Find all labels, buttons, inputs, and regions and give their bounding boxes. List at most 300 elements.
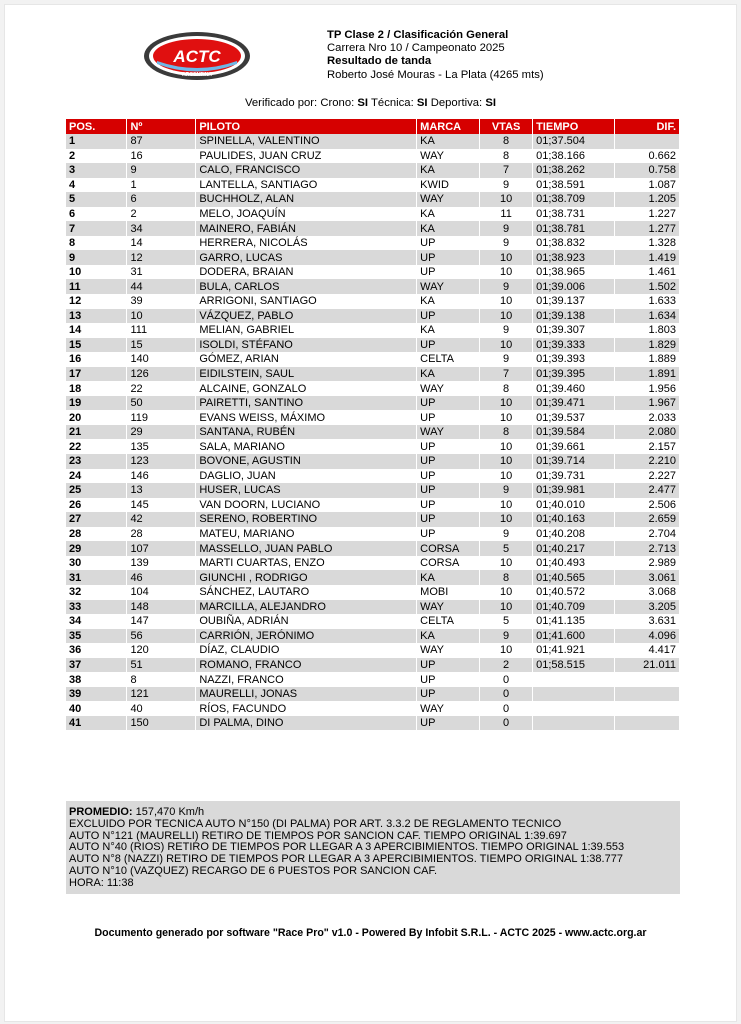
pos-cell: 14 — [66, 323, 127, 338]
diff-cell: 1.205 — [615, 192, 680, 207]
pos-cell: 41 — [66, 716, 127, 731]
table-row — [66, 250, 680, 265]
number-cell: 12 — [127, 250, 196, 265]
brand-cell: WAY — [417, 381, 480, 396]
laps-cell: 10 — [480, 643, 533, 658]
pos-cell: 34 — [66, 614, 127, 629]
laps-cell: 10 — [480, 396, 533, 411]
diff-cell: 0.662 — [615, 149, 680, 164]
time-cell: 01;38.591 — [533, 178, 615, 193]
pos-cell: 36 — [66, 643, 127, 658]
driver-cell: DÍAZ, CLAUDIO — [196, 643, 417, 658]
verification-line — [5, 97, 736, 109]
driver-cell: CARRIÓN, JERÓNIMO — [196, 629, 417, 644]
pos-cell: 32 — [66, 585, 127, 600]
diff-cell: 2.506 — [615, 498, 680, 513]
table-row — [66, 658, 680, 673]
laps-cell: 5 — [480, 614, 533, 629]
laps-cell: 7 — [480, 163, 533, 178]
col-diff: DIF. — [615, 119, 680, 134]
table-row — [66, 323, 680, 338]
driver-cell: VÁZQUEZ, PABLO — [196, 309, 417, 324]
results-table — [66, 119, 680, 730]
diff-cell: 2.227 — [615, 469, 680, 484]
laps-cell: 8 — [480, 149, 533, 164]
table-row — [66, 279, 680, 294]
time-cell: 01;39.460 — [533, 381, 615, 396]
diff-cell — [615, 687, 680, 702]
time-cell: 01;39.471 — [533, 396, 615, 411]
table-row — [66, 425, 680, 440]
time-cell: 01;39.395 — [533, 367, 615, 382]
time-cell — [533, 701, 615, 716]
number-cell: 29 — [127, 425, 196, 440]
driver-cell: MARTI CUARTAS, ENZO — [196, 556, 417, 571]
col-brand: MARCA — [417, 119, 480, 134]
laps-cell: 9 — [480, 279, 533, 294]
number-cell: 111 — [127, 323, 196, 338]
time-cell: 01;40.565 — [533, 570, 615, 585]
diff-cell: 3.205 — [615, 600, 680, 615]
note-line: AUTO N°10 (VAZQUEZ) RECARGO DE 6 PUESTOS POR SANCION CAF. — [69, 864, 438, 877]
pos-cell: 7 — [66, 221, 127, 236]
note-time: HORA: 11:38 — [69, 876, 134, 889]
time-cell: 01;41.600 — [533, 629, 615, 644]
brand-cell: WAY — [417, 425, 480, 440]
driver-cell: ARRIGONI, SANTIAGO — [196, 294, 417, 309]
table-row — [66, 469, 680, 484]
circuit-info: Roberto José Mouras - La Plata (4265 mts) — [327, 68, 544, 81]
pos-cell: 11 — [66, 279, 127, 294]
document-header — [327, 29, 544, 82]
laps-cell: 10 — [480, 512, 533, 527]
note-line: AUTO N°121 (MAURELLI) RETIRO DE TIEMPOS POR SANCION CAF. TIEMPO ORIGINAL 1:39.697 — [69, 829, 567, 842]
number-cell: 121 — [127, 687, 196, 702]
pos-cell: 29 — [66, 541, 127, 556]
table-row — [66, 381, 680, 396]
driver-cell: GÓMEZ, ARIAN — [196, 352, 417, 367]
average-speed-value: 157,470 Km/h — [135, 806, 205, 818]
laps-cell: 7 — [480, 367, 533, 382]
table-row — [66, 585, 680, 600]
brand-cell: WAY — [417, 192, 480, 207]
table-row — [66, 207, 680, 222]
laps-cell: 10 — [480, 338, 533, 353]
pos-cell: 21 — [66, 425, 127, 440]
brand-cell: KA — [417, 207, 480, 222]
pos-cell: 37 — [66, 658, 127, 673]
race-info: Carrera Nro 10 / Campeonato 2025 — [327, 42, 505, 55]
brand-cell: WAY — [417, 149, 480, 164]
driver-cell: NAZZI, FRANCO — [196, 672, 417, 687]
number-cell: 119 — [127, 410, 196, 425]
diff-cell: 1.891 — [615, 367, 680, 382]
driver-cell: MAINERO, FABIÁN — [196, 221, 417, 236]
laps-cell: 8 — [480, 134, 533, 149]
diff-cell: 1.634 — [615, 309, 680, 324]
laps-cell: 0 — [480, 672, 533, 687]
diff-cell: 2.157 — [615, 439, 680, 454]
diff-cell — [615, 716, 680, 731]
time-cell: 01;39.584 — [533, 425, 615, 440]
pos-cell: 16 — [66, 352, 127, 367]
driver-cell: CALO, FRANCISCO — [196, 163, 417, 178]
time-cell: 01;39.138 — [533, 309, 615, 324]
time-cell: 01;38.965 — [533, 265, 615, 280]
pos-cell: 15 — [66, 338, 127, 353]
table-row — [66, 294, 680, 309]
number-cell: 140 — [127, 352, 196, 367]
laps-cell: 10 — [480, 585, 533, 600]
time-cell: 01;40.709 — [533, 600, 615, 615]
table-row — [66, 236, 680, 251]
brand-cell: UP — [417, 469, 480, 484]
col-time: TIEMPO — [533, 119, 615, 134]
pos-cell: 31 — [66, 570, 127, 585]
number-cell: 87 — [127, 134, 196, 149]
time-cell: 01;39.661 — [533, 439, 615, 454]
brand-cell: UP — [417, 309, 480, 324]
diff-cell: 3.631 — [615, 614, 680, 629]
number-cell: 40 — [127, 701, 196, 716]
table-row — [66, 396, 680, 411]
pos-cell: 4 — [66, 178, 127, 193]
driver-cell: ALCAINE, GONZALO — [196, 381, 417, 396]
diff-cell: 1.829 — [615, 338, 680, 353]
pos-cell: 20 — [66, 410, 127, 425]
notes-box — [66, 801, 680, 894]
table-row — [66, 178, 680, 193]
driver-cell: DODERA, BRAIAN — [196, 265, 417, 280]
verification-crono: SI — [357, 97, 369, 109]
time-cell: 01;39.307 — [533, 323, 615, 338]
number-cell: 107 — [127, 541, 196, 556]
laps-cell: 10 — [480, 439, 533, 454]
note-line: AUTO N°8 (NAZZI) RETIRO DE TIEMPOS POR LLEGAR A 3 APERCIBIMIENTOS. TIEMPO ORIGINAL 1:38.777 — [69, 853, 623, 866]
table-row — [66, 134, 680, 149]
verification-prefix: Verificado por: Crono: — [244, 97, 355, 109]
driver-cell: BUCHHOLZ, ALAN — [196, 192, 417, 207]
driver-cell: EIDILSTEIN, SAUL — [196, 367, 417, 382]
session-name: Resultado de tanda — [327, 55, 432, 68]
pos-cell: 5 — [66, 192, 127, 207]
table-row — [66, 410, 680, 425]
pos-cell: 24 — [66, 469, 127, 484]
time-cell: 01;40.163 — [533, 512, 615, 527]
verification-deportiva: SI — [485, 97, 497, 109]
laps-cell: 0 — [480, 701, 533, 716]
diff-cell: 1.087 — [615, 178, 680, 193]
table-row — [66, 716, 680, 731]
pos-cell: 19 — [66, 396, 127, 411]
diff-cell — [615, 701, 680, 716]
number-cell: 139 — [127, 556, 196, 571]
table-row — [66, 498, 680, 513]
pos-cell: 6 — [66, 207, 127, 222]
diff-cell: 2.210 — [615, 454, 680, 469]
pos-cell: 8 — [66, 236, 127, 251]
driver-cell: EVANS WEISS, MÁXIMO — [196, 410, 417, 425]
time-cell: 01;38.166 — [533, 149, 615, 164]
diff-cell: 1.277 — [615, 221, 680, 236]
time-cell: 01;39.137 — [533, 294, 615, 309]
number-cell: 9 — [127, 163, 196, 178]
note-line: AUTO N°40 (RIOS) RETIRO DE TIEMPOS POR LLEGAR A 3 APERCIBIMIENTOS. TIEMPO ORIGINAL 1:39.553 — [69, 841, 625, 854]
time-cell: 01;39.537 — [533, 410, 615, 425]
pos-cell: 13 — [66, 309, 127, 324]
document-title: TP Clase 2 / Clasificación General — [327, 29, 509, 41]
number-cell: 6 — [127, 192, 196, 207]
time-cell: 01;38.781 — [533, 221, 615, 236]
table-row — [66, 483, 680, 498]
number-cell: 42 — [127, 512, 196, 527]
table-row — [66, 512, 680, 527]
laps-cell: 11 — [480, 207, 533, 222]
brand-cell: UP — [417, 338, 480, 353]
diff-cell: 1.419 — [615, 250, 680, 265]
laps-cell: 9 — [480, 323, 533, 338]
number-cell: 46 — [127, 570, 196, 585]
number-cell: 56 — [127, 629, 196, 644]
note-line: EXCLUIDO POR TECNICA AUTO N°150 (DI PALMA) POR ART. 3.3.2 DE REGLAMENTO TECNICO — [69, 817, 562, 830]
pos-cell: 9 — [66, 250, 127, 265]
laps-cell: 10 — [480, 410, 533, 425]
laps-cell: 9 — [480, 221, 533, 236]
driver-cell: SERENO, ROBERTINO — [196, 512, 417, 527]
pos-cell: 2 — [66, 149, 127, 164]
pos-cell: 28 — [66, 527, 127, 542]
laps-cell: 10 — [480, 192, 533, 207]
table-row — [66, 556, 680, 571]
time-cell: 01;38.923 — [533, 250, 615, 265]
laps-cell: 0 — [480, 687, 533, 702]
laps-cell: 9 — [480, 629, 533, 644]
time-cell: 01;37.504 — [533, 134, 615, 149]
brand-cell: CORSA — [417, 541, 480, 556]
table-row — [66, 701, 680, 716]
number-cell: 39 — [127, 294, 196, 309]
driver-cell: ROMANO, FRANCO — [196, 658, 417, 673]
laps-cell: 0 — [480, 716, 533, 731]
brand-cell: UP — [417, 250, 480, 265]
time-cell: 01;38.731 — [533, 207, 615, 222]
table-row — [66, 265, 680, 280]
col-laps: VTAS — [480, 119, 533, 134]
laps-cell: 9 — [480, 483, 533, 498]
driver-cell: HERRERA, NICOLÁS — [196, 236, 417, 251]
table-row — [66, 149, 680, 164]
brand-cell: UP — [417, 716, 480, 731]
laps-cell: 9 — [480, 352, 533, 367]
laps-cell: 10 — [480, 309, 533, 324]
driver-cell: HUSER, LUCAS — [196, 483, 417, 498]
time-cell: 01;39.981 — [533, 483, 615, 498]
brand-cell: KA — [417, 163, 480, 178]
verification-deportiva-label: Deportiva: — [430, 97, 483, 109]
pos-cell: 27 — [66, 512, 127, 527]
table-row — [66, 600, 680, 615]
table-row — [66, 541, 680, 556]
driver-cell: BOVONE, AGUSTIN — [196, 454, 417, 469]
diff-cell: 1.502 — [615, 279, 680, 294]
pos-cell: 39 — [66, 687, 127, 702]
laps-cell: 8 — [480, 425, 533, 440]
table-row — [66, 338, 680, 353]
diff-cell — [615, 134, 680, 149]
brand-cell: UP — [417, 439, 480, 454]
number-cell: 104 — [127, 585, 196, 600]
laps-cell: 9 — [480, 527, 533, 542]
logo-subtext: ARGENTINA — [182, 72, 212, 78]
laps-cell: 10 — [480, 265, 533, 280]
number-cell: 148 — [127, 600, 196, 615]
logo-text: ACTC — [173, 47, 221, 66]
driver-cell: SANTANA, RUBÉN — [196, 425, 417, 440]
laps-cell: 2 — [480, 658, 533, 673]
time-cell — [533, 672, 615, 687]
time-cell — [533, 716, 615, 731]
brand-cell: UP — [417, 454, 480, 469]
time-cell: 01;39.714 — [533, 454, 615, 469]
diff-cell: 1.227 — [615, 207, 680, 222]
driver-cell: ISOLDI, STÉFANO — [196, 338, 417, 353]
results-document — [4, 4, 737, 1022]
brand-cell: UP — [417, 483, 480, 498]
laps-cell: 9 — [480, 178, 533, 193]
table-row — [66, 352, 680, 367]
brand-cell: CORSA — [417, 556, 480, 571]
number-cell: 14 — [127, 236, 196, 251]
table-row — [66, 163, 680, 178]
diff-cell: 1.328 — [615, 236, 680, 251]
pos-cell: 23 — [66, 454, 127, 469]
number-cell: 34 — [127, 221, 196, 236]
number-cell: 28 — [127, 527, 196, 542]
table-row — [66, 439, 680, 454]
pos-cell: 22 — [66, 439, 127, 454]
driver-cell: GIUNCHI , RODRIGO — [196, 570, 417, 585]
brand-cell: UP — [417, 498, 480, 513]
number-cell: 126 — [127, 367, 196, 382]
time-cell: 01;39.393 — [533, 352, 615, 367]
col-driver: PILOTO — [196, 119, 417, 134]
time-cell: 01;39.731 — [533, 469, 615, 484]
brand-cell: CELTA — [417, 614, 480, 629]
brand-cell: WAY — [417, 600, 480, 615]
diff-cell: 21.011 — [615, 658, 680, 673]
brand-cell: KWID — [417, 178, 480, 193]
brand-cell: UP — [417, 410, 480, 425]
number-cell: 8 — [127, 672, 196, 687]
table-row — [66, 672, 680, 687]
diff-cell: 2.713 — [615, 541, 680, 556]
driver-cell: BULA, CARLOS — [196, 279, 417, 294]
diff-cell: 2.477 — [615, 483, 680, 498]
col-number: Nº — [127, 119, 196, 134]
number-cell: 50 — [127, 396, 196, 411]
number-cell: 1 — [127, 178, 196, 193]
brand-cell: KA — [417, 134, 480, 149]
time-cell: 01;58.515 — [533, 658, 615, 673]
laps-cell: 9 — [480, 236, 533, 251]
time-cell: 01;39.006 — [533, 279, 615, 294]
laps-cell: 8 — [480, 381, 533, 396]
driver-cell: PAIRETTI, SANTINO — [196, 396, 417, 411]
results-header-row — [66, 119, 680, 134]
number-cell: 22 — [127, 381, 196, 396]
pos-cell: 10 — [66, 265, 127, 280]
diff-cell — [615, 672, 680, 687]
brand-cell: KA — [417, 570, 480, 585]
number-cell: 44 — [127, 279, 196, 294]
diff-cell: 1.803 — [615, 323, 680, 338]
number-cell: 135 — [127, 439, 196, 454]
driver-cell: MAURELLI, JONAS — [196, 687, 417, 702]
driver-cell: SPINELLA, VALENTINO — [196, 134, 417, 149]
average-speed-label: PROMEDIO: — [69, 806, 133, 818]
pos-cell: 35 — [66, 629, 127, 644]
driver-cell: LANTELLA, SANTIAGO — [196, 178, 417, 193]
diff-cell: 1.633 — [615, 294, 680, 309]
pos-cell: 38 — [66, 672, 127, 687]
diff-cell: 3.061 — [615, 570, 680, 585]
driver-cell: GARRO, LUCAS — [196, 250, 417, 265]
number-cell: 146 — [127, 469, 196, 484]
laps-cell: 10 — [480, 498, 533, 513]
number-cell: 120 — [127, 643, 196, 658]
brand-cell: UP — [417, 672, 480, 687]
time-cell: 01;40.208 — [533, 527, 615, 542]
brand-cell: WAY — [417, 701, 480, 716]
brand-cell: UP — [417, 265, 480, 280]
diff-cell: 1.956 — [615, 381, 680, 396]
brand-cell: KA — [417, 629, 480, 644]
col-pos: POS. — [66, 119, 127, 134]
time-cell: 01;39.333 — [533, 338, 615, 353]
pos-cell: 3 — [66, 163, 127, 178]
number-cell: 13 — [127, 483, 196, 498]
brand-cell: WAY — [417, 643, 480, 658]
verification-tecnica: SI — [416, 97, 428, 109]
pos-cell: 40 — [66, 701, 127, 716]
verification-tecnica-label: Técnica: — [371, 97, 414, 109]
diff-cell: 2.033 — [615, 410, 680, 425]
brand-cell: KA — [417, 294, 480, 309]
diff-cell: 2.659 — [615, 512, 680, 527]
time-cell: 01;40.493 — [533, 556, 615, 571]
time-cell: 01;40.572 — [533, 585, 615, 600]
driver-cell: DI PALMA, DINO — [196, 716, 417, 731]
pos-cell: 12 — [66, 294, 127, 309]
table-row — [66, 309, 680, 324]
laps-cell: 10 — [480, 454, 533, 469]
laps-cell: 10 — [480, 600, 533, 615]
table-row — [66, 643, 680, 658]
laps-cell: 10 — [480, 469, 533, 484]
driver-cell: MARCILLA, ALEJANDRO — [196, 600, 417, 615]
table-row — [66, 687, 680, 702]
number-cell: 31 — [127, 265, 196, 280]
laps-cell: 10 — [480, 294, 533, 309]
brand-cell: UP — [417, 527, 480, 542]
pos-cell: 26 — [66, 498, 127, 513]
diff-cell: 2.989 — [615, 556, 680, 571]
pos-cell: 18 — [66, 381, 127, 396]
table-row — [66, 192, 680, 207]
time-cell: 01;40.010 — [533, 498, 615, 513]
time-cell: 01;38.832 — [533, 236, 615, 251]
brand-cell: CELTA — [417, 352, 480, 367]
